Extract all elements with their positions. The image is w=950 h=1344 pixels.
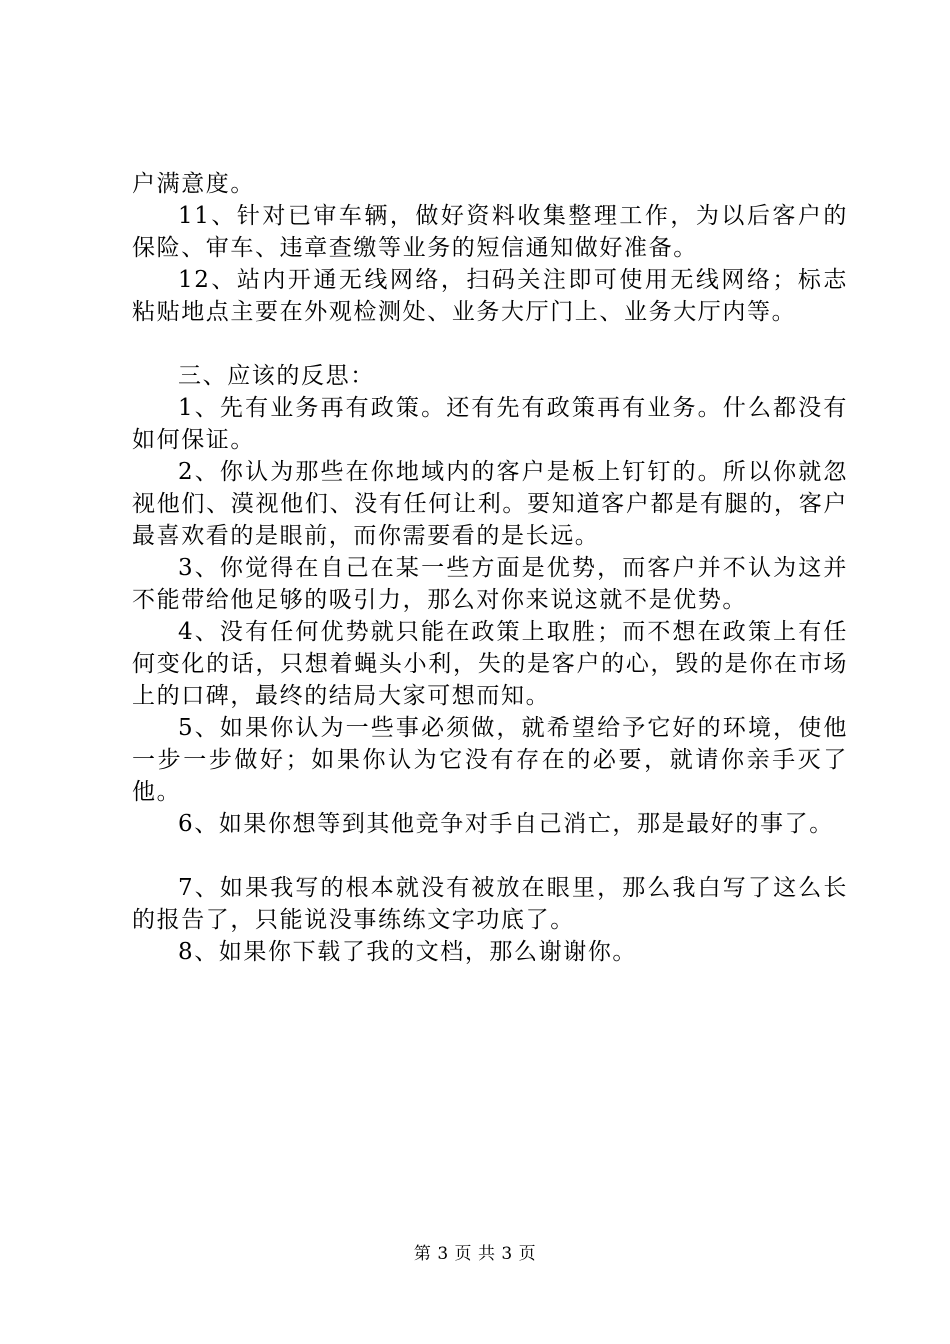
paragraph-reflection-5: 5、如果你认为一些事必须做，就希望给予它好的环境，使他一步一步做好；如果你认为它没有存在的必要，就请你亲手灭了他。 xyxy=(132,715,848,805)
paragraph-reflection-2: 2、你认为那些在你地域内的客户是板上钉钉的。所以你就忽视他们、漠视他们、没有任何让利。要知道客户都是有腿的，客户最喜欢看的是眼前，而你需要看的是长远。 xyxy=(132,459,848,549)
paragraph-reflection-6: 6、如果你想等到其他竞争对手自己消亡，那是最好的事了。 xyxy=(178,811,834,837)
paragraph-reflection-3: 3、你觉得在自己在某一些方面是优势，而客户并不认为这并不能带给他足够的吸引力，那么对你来说这就不是优势。 xyxy=(132,555,848,613)
section-heading-reflection: 三、应该的反思： xyxy=(178,363,375,389)
paragraph-continuation: 户满意度。 xyxy=(132,171,255,197)
paragraph-reflection-7: 7、如果我写的根本就没有被放在眼里，那么我白写了这么长的报告了，只能说没事练练文字功底了。 xyxy=(132,875,848,933)
page-number-footer: 第 3 页 共 3 页 xyxy=(413,1244,537,1264)
paragraph-reflection-1: 1、先有业务再有政策。还有先有政策再有业务。什么都没有如何保证。 xyxy=(132,395,848,453)
paragraph-item-12: 12、站内开通无线网络，扫码关注即可使用无线网络；标志粘贴地点主要在外观检测处、业务大厅门上、业务大厅内等。 xyxy=(132,267,848,325)
paragraph-reflection-4: 4、没有任何优势就只能在政策上取胜；而不想在政策上有任何变化的话，只想着蝇头小利，失的是客户的心，毁的是你在市场上的口碑，最终的结局大家可想而知。 xyxy=(132,619,848,709)
document-body xyxy=(132,168,848,968)
paragraph-item-11: 11、针对已审车辆，做好资料收集整理工作，为以后客户的保险、审车、违章查缴等业务的短信通知做好准备。 xyxy=(132,203,848,261)
paragraph-reflection-8: 8、如果你下载了我的文档，那么谢谢你。 xyxy=(178,939,638,965)
